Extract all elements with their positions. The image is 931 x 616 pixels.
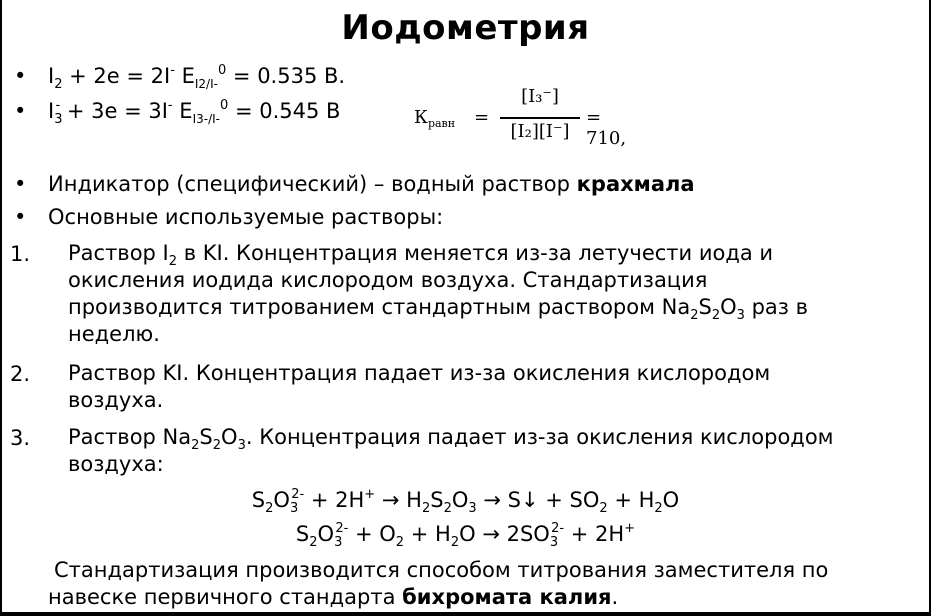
- bullet-dot: •: [14, 172, 27, 196]
- list-item-1-line-1: Раствор $I_2$ в KI. Концентрация меняется из-за летучести иода и: [68, 241, 774, 269]
- fraction-bar: [500, 117, 580, 119]
- list-number: 1.: [10, 242, 31, 266]
- bullet-dot: •: [14, 64, 27, 88]
- reaction-2: $I_3^- + 3e = 3I^-$ $E_{I3-/I-}^0 = 0.545$ В: [48, 98, 341, 127]
- slide-bottom-border: [0, 612, 931, 616]
- reaction-1: $I_2 + 2e = 2I^-$ $E_{I2/I-}^0 = 0.535$ В.: [48, 63, 346, 92]
- bullet-dot: •: [14, 99, 27, 123]
- list-item-1-line-4: неделю.: [68, 322, 160, 346]
- fraction-denominator: [I₂][I⁻]: [510, 121, 570, 142]
- equals-sign: =: [474, 107, 490, 128]
- list-item-2-line-1: Раствор KI. Концентрация падает из-за окисления кислородом: [68, 361, 771, 385]
- conclusion-line-2: навеске первичного стандарта бихромата калия.: [48, 585, 619, 609]
- conclusion-line-1: Стандартизация производится способом титрования заместителя по: [54, 558, 829, 582]
- list-item-3-line-2: воздуха:: [68, 452, 164, 476]
- equilibrium-value: = 710,: [586, 107, 627, 149]
- indicator-line: Индикатор (специфический) – водный раствор крахмала: [48, 172, 695, 196]
- fraction-numerator: [I₃⁻]: [521, 86, 559, 107]
- bullet-dot: •: [14, 205, 27, 229]
- equation-1: $S_2O_3^{2-} + 2H^+ \to H_2S_2O_3$ → S↓ + $SO_2 + H_2O$: [251, 487, 680, 516]
- list-item-1-line-2: окисления иодида кислородом воздуха. Стандартизация: [68, 268, 708, 292]
- equilibrium-constant-formula: [408, 86, 644, 148]
- list-item-3-line-1: Раствор $Na_2S_2O_3$. Концентрация падает из-за окисления кислородом: [68, 425, 834, 453]
- list-item-1-line-3: производится титрованием стандартным раствором $Na_2S_2O_3$ раз в: [68, 295, 808, 323]
- list-number: 2.: [10, 362, 31, 386]
- solutions-heading: Основные используемые растворы:: [48, 205, 444, 229]
- equilibrium-label: $К_{равн}$: [414, 107, 456, 130]
- slide-title: Иодометрия: [341, 8, 590, 48]
- list-item-2-line-2: воздуха.: [68, 388, 164, 412]
- equation-2: $S_2O_3^{2-} + O_2 + H_2O \to 2SO_3^{2-} + 2H^+$: [295, 521, 636, 550]
- list-number: 3.: [10, 426, 31, 450]
